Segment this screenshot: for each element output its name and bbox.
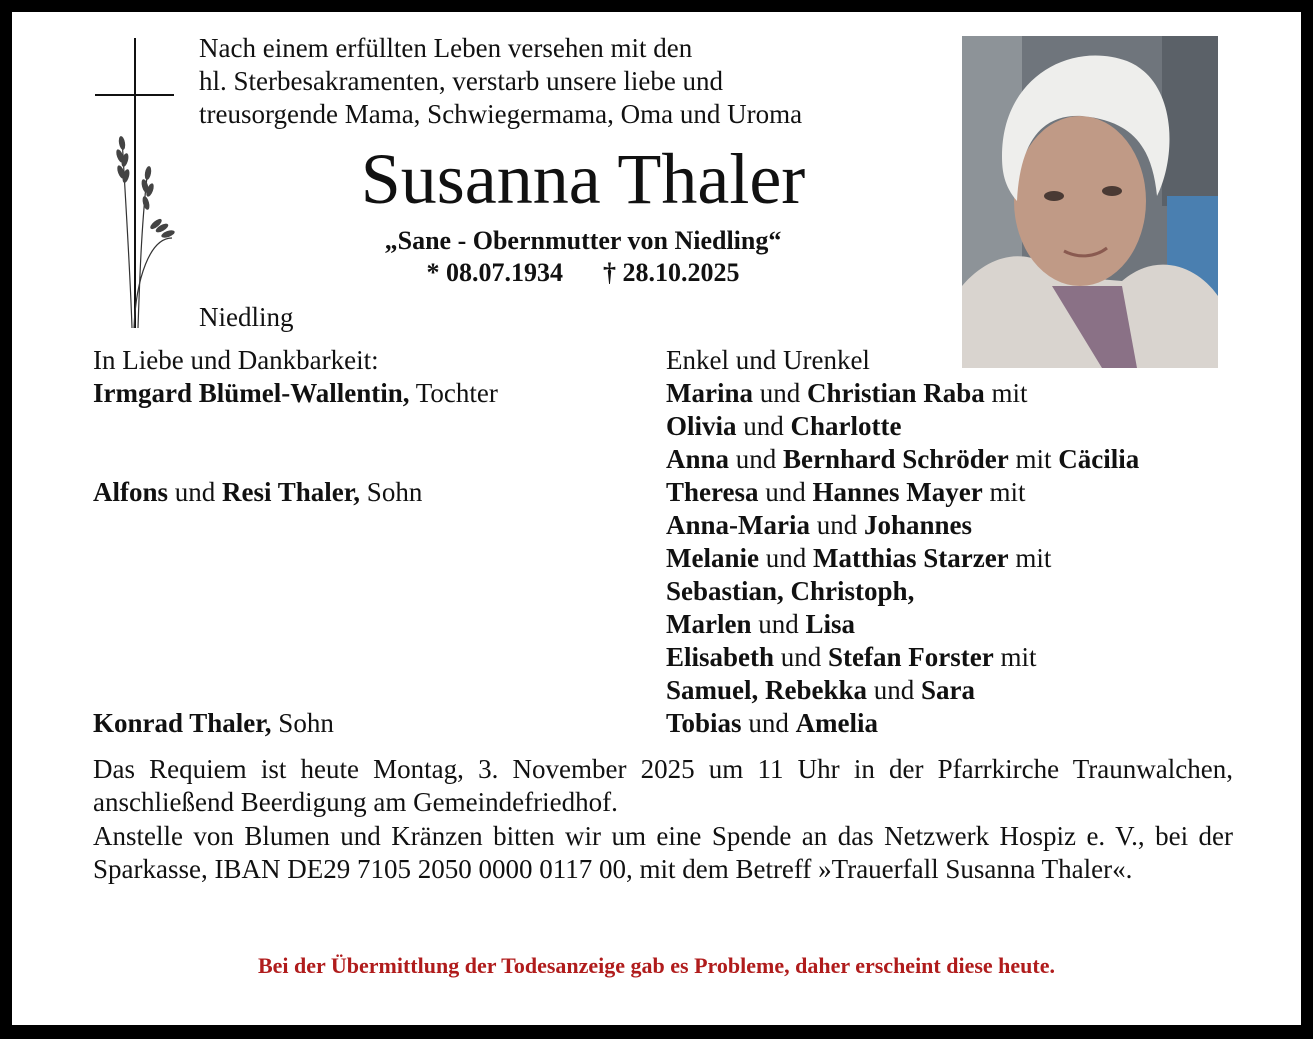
grandchild-line [666,476,1266,509]
connector: mit [993,642,1037,672]
connector: und [867,675,922,705]
family-name: Cäcilia [1058,444,1140,474]
grandchild-line [666,575,1266,608]
connector: und [774,642,829,672]
donation-text: Anstelle von Blumen und Kränzen bitten wir um eine Spende an das Netzwerk Hospiz e. V., bei der Sparkasse, IBAN DE29 7105 2050 0000 0117 00, mit dem Betreff »Trauerfall Susanna Thaler«. [93,821,1233,884]
family-name: Hannes Mayer [812,477,983,507]
intro-line: Nach einem erfüllten Leben versehen mit den [199,33,693,63]
connector: und [736,411,791,441]
family-name: Anna [666,444,730,474]
mourner-relation: Sohn [271,708,334,738]
intro-text [199,32,802,131]
family-name: Olivia [666,411,737,441]
connector: und [810,510,864,540]
connector: mit [1008,444,1059,474]
family-name: Marina [666,378,753,408]
mourner-name: Alfons [93,477,169,507]
portrait-photo [962,36,1218,368]
grandchild-line [666,509,1266,542]
grandchild-line [666,674,1266,707]
deceased-name: Susanna Thaler [360,139,806,219]
connector: und [729,444,784,474]
grandchild-line [666,377,1266,410]
death-date: † 28.10.2025 [603,258,740,287]
grandchild-line [666,542,1266,575]
family-name: Anna-Maria [666,510,810,540]
nickname: „Sane - Obernmutter von Niedling“ [384,226,782,255]
mourner-name: Konrad Thaler, [93,708,272,738]
intro-line: hl. Sterbesakramenten, verstarb unsere liebe und [199,66,724,96]
family-left-column [93,344,623,740]
grandchildren-list [666,377,1266,740]
connector: und [758,543,813,573]
family-name: Lisa [805,609,856,639]
connector: und [758,477,813,507]
mourner-relation: Tochter [409,378,498,408]
family-name: Tobias [666,708,742,738]
grandchild-line [666,608,1266,641]
mourner-relation: Sohn [360,477,423,507]
family-name: Stefan Forster [828,642,994,672]
left-heading: In Liebe und Dankbarkeit: [93,345,379,375]
connector: mit [982,477,1026,507]
family-name: Marlen [666,609,752,639]
mourner-name: Resi Thaler, [222,477,361,507]
mourner-line [93,707,623,740]
family-name: Melanie [666,543,759,573]
connector: mit [984,378,1028,408]
requiem-text: Das Requiem ist heute Montag, 3. November 2025 um 11 Uhr in der Pfarrkirche Traunwalchen, anschließend Beerdigung am Gemeindefriedhof. [93,754,1233,817]
intro-line: treusorgende Mama, Schwiegermama, Oma und Uroma [199,99,803,129]
connector: und [168,477,223,507]
family-name: Amelia [795,708,879,738]
grandchild-line [666,707,1266,740]
connector: und [741,708,796,738]
family-name: Johannes [864,510,973,540]
family-name: Sebastian, Christoph, [666,576,915,606]
family-name: Samuel, Rebekka [666,675,868,705]
mourner-line [93,377,623,410]
family-name: Theresa [666,477,759,507]
family-name: Charlotte [790,411,902,441]
family-name: Bernhard Schröder [783,444,1009,474]
connector: und [751,609,806,639]
grandchild-line [666,410,1266,443]
family-name: Matthias Starzer [812,543,1009,573]
connector: mit [1008,543,1052,573]
obituary-notice [12,12,1301,1025]
connector: und [753,378,807,408]
grandchild-line [666,641,1266,674]
mourner-line [93,476,623,509]
place-name: Niedling [199,302,294,332]
grandchild-line [666,443,1266,476]
footer-note: Bei der Übermittlung der Todesanzeige gab es Probleme, daher erscheint diese heute. [257,953,1056,978]
birth-date: * 08.07.1934 [426,258,563,287]
family-name: Elisabeth [666,642,775,672]
right-heading: Enkel und Urenkel [666,345,870,375]
family-name: Sara [921,675,976,705]
mourner-name: Irmgard Blümel-Wallentin, [93,378,410,408]
family-right-column [666,344,1266,740]
family-name: Christian Raba [807,378,985,408]
